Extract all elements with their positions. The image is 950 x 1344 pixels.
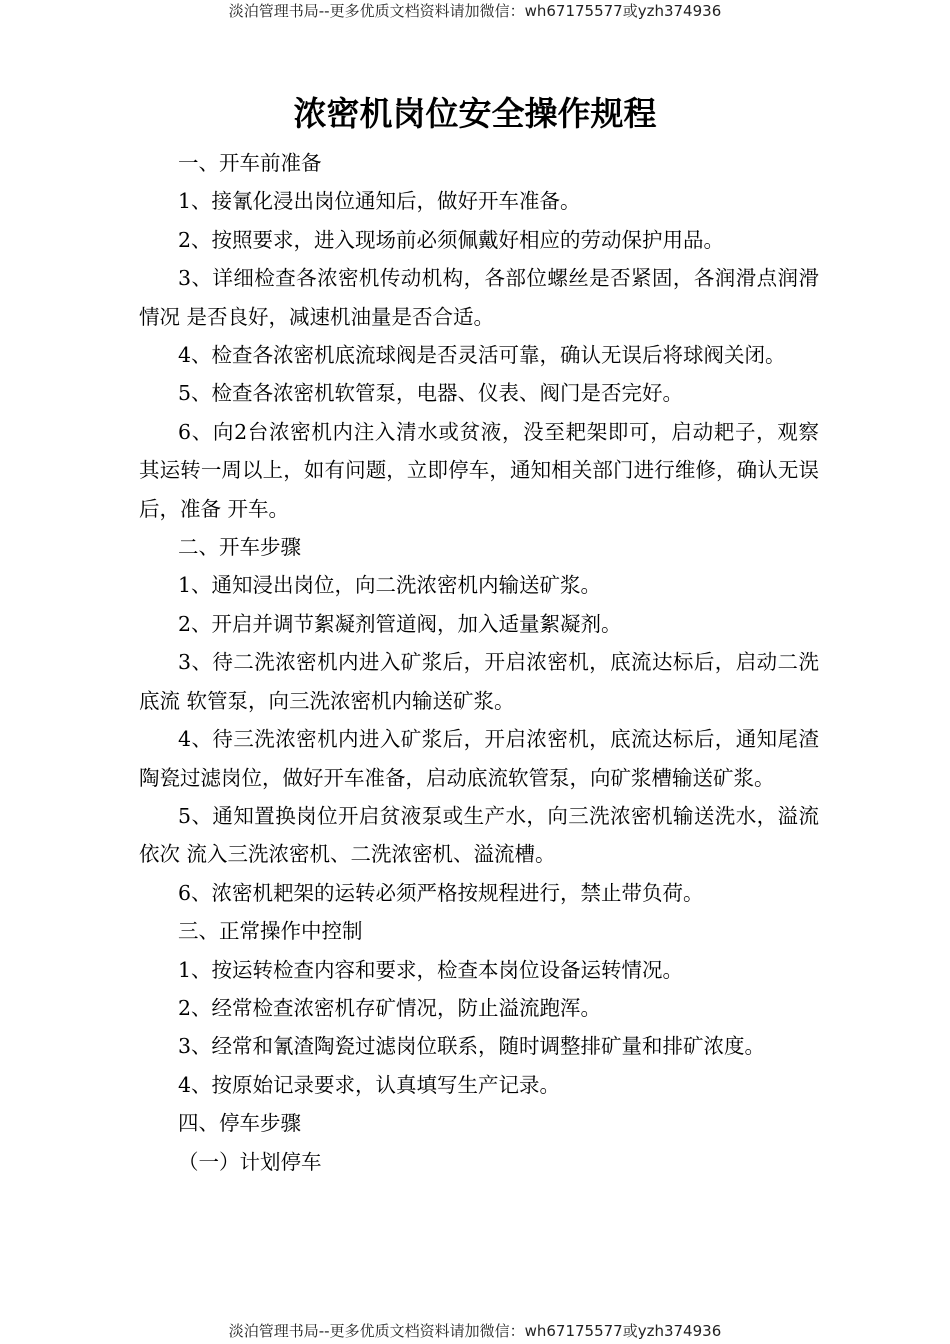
section-heading: 一、开车前准备 <box>178 151 322 175</box>
paragraph: 4、待三洗浓密机内进入矿浆后，开启浓密机，底流达标后，通知尾渣陶瓷过滤岗位，做好开车准备，启动底流软管泵，向矿浆槽输送矿浆。 <box>139 727 819 790</box>
paragraph: 2、经常检查浓密机存矿情况，防止溢流跑浑。 <box>178 995 602 1020</box>
page-footer: 淡泊管理书局--更多优质文档资料请加微信：wh67175577或yzh374936 <box>228 1322 722 1340</box>
paragraph: 2、按照要求，进入现场前必须佩戴好相应的劳动保护用品。 <box>178 227 725 252</box>
paragraph: 1、按运转检查内容和要求，检查本岗位设备运转情况。 <box>178 957 684 982</box>
paragraph: 5、检查各浓密机软管泵，电器、仪表、阀门是否完好。 <box>178 381 684 406</box>
paragraph: 2、开启并调节絮凝剂管道阀，加入适量絮凝剂。 <box>178 611 622 636</box>
document-body <box>139 144 819 1181</box>
paragraph: 1、通知浸出岗位，向二洗浓密机内输送矿浆。 <box>178 573 602 598</box>
paragraph: 3、详细检查各浓密机传动机构，各部位螺丝是否紧固，各润滑点润滑情况 是否良好，减速机油量是否合适。 <box>139 266 819 329</box>
paragraph: 4、检查各浓密机底流球阀是否灵活可靠，确认无误后将球阀关闭。 <box>178 343 786 368</box>
paragraph: 1、接氰化浸出岗位通知后，做好开车准备。 <box>178 189 581 214</box>
paragraph: 6、向2台浓密机内注入清水或贫液，没至耙架即可，启动耙子，观察其运转一周以上，如有问题，立即停车，通知相关部门进行维修，确认无误后，准备 开车。 <box>139 419 819 521</box>
paragraph: 6、浓密机耙架的运转必须严格按规程进行，禁止带负荷。 <box>178 880 704 905</box>
paragraph: 3、经常和氰渣陶瓷过滤岗位联系，随时调整排矿量和排矿浓度。 <box>178 1034 766 1059</box>
section-heading: 三、正常操作中控制 <box>178 919 363 944</box>
subsection-heading: （一）计划停车 <box>178 1149 322 1174</box>
paragraph: 3、待二洗浓密机内进入矿浆后，开启浓密机，底流达标后，启动二洗底流 软管泵，向三洗浓密机内输送矿浆。 <box>139 650 819 713</box>
document-title: 浓密机岗位安全操作规程 <box>293 94 657 133</box>
page-header: 淡泊管理书局--更多优质文档资料请加微信：wh67175577或yzh374936 <box>228 2 722 20</box>
section-heading: 四、停车步骤 <box>178 1111 301 1136</box>
paragraph: 5、通知置换岗位开启贫液泵或生产水，向三洗浓密机输送洗水，溢流依次 流入三洗浓密机、二洗浓密机、溢流槽。 <box>139 803 819 867</box>
paragraph: 4、按原始记录要求，认真填写生产记录。 <box>178 1072 561 1097</box>
section-heading: 二、开车步骤 <box>178 535 301 560</box>
